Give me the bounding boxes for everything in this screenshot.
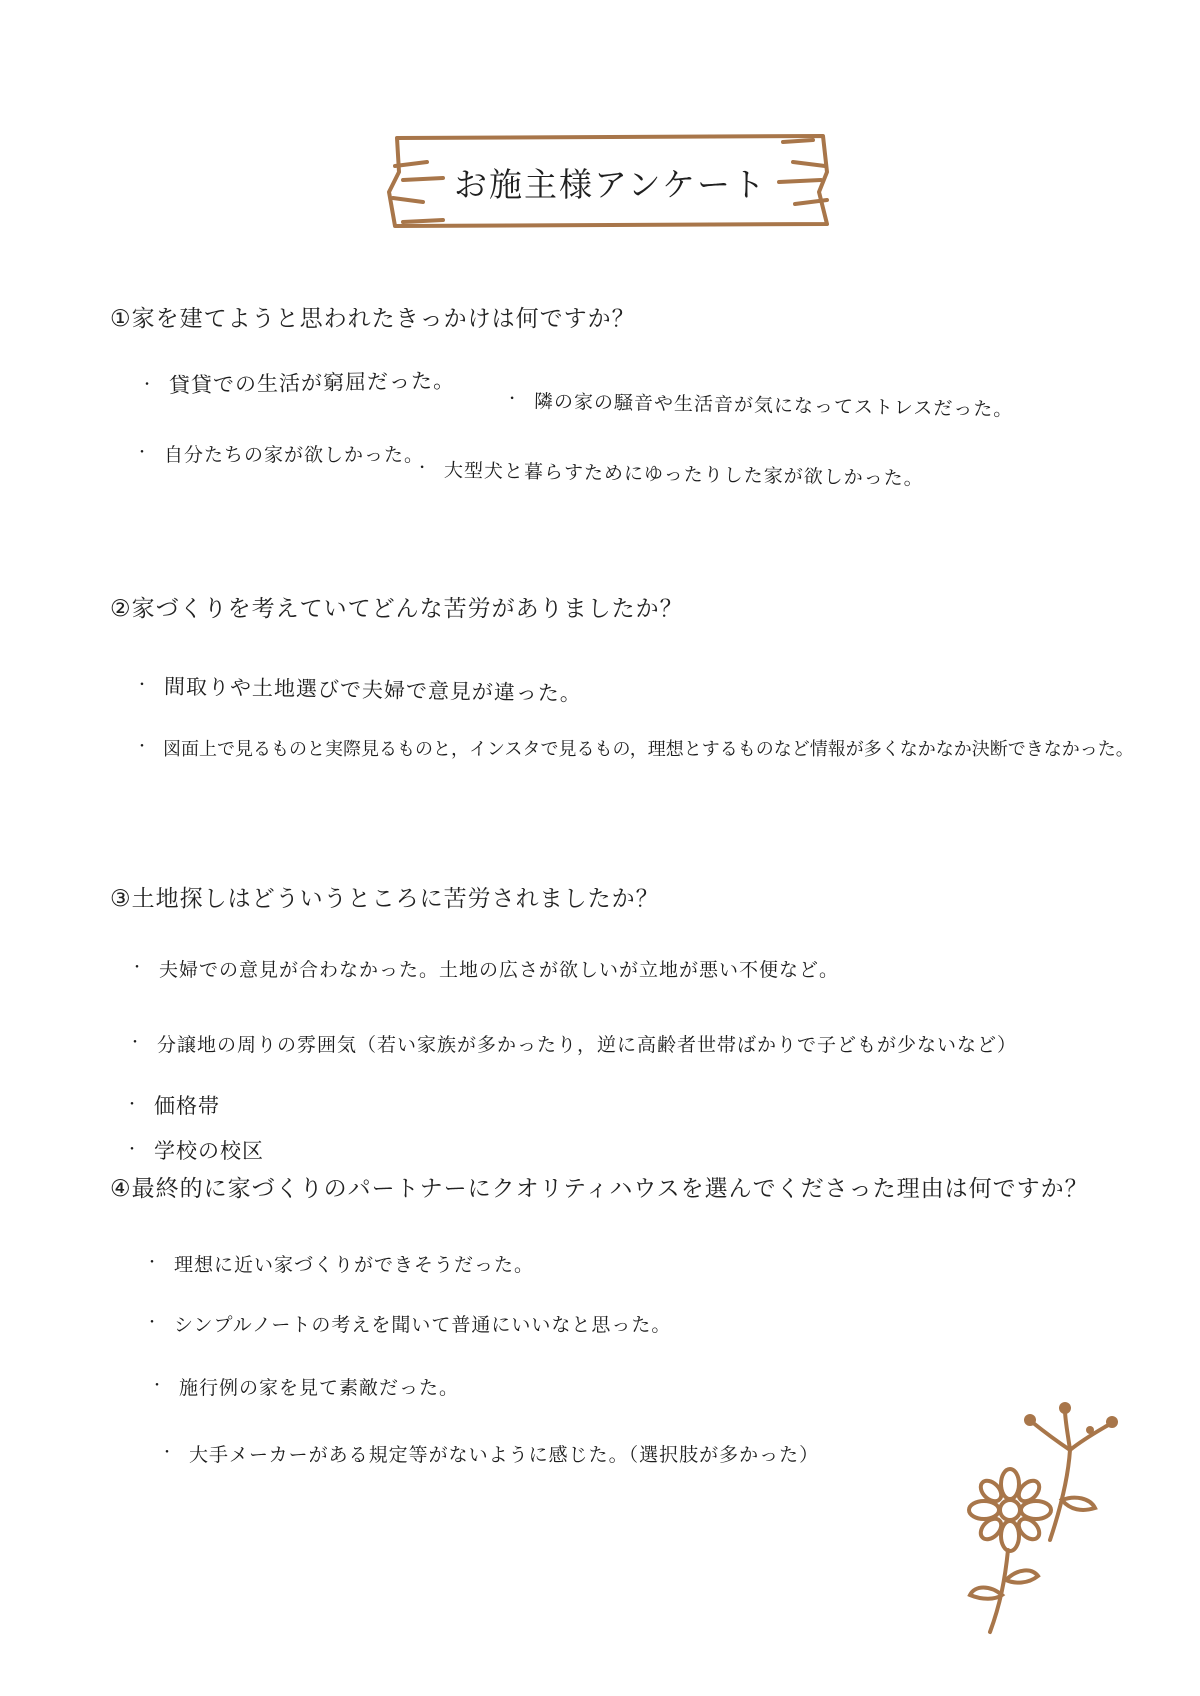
question-3: ③土地探しはどういうところに苦労されましたか？ bbox=[110, 886, 660, 912]
answer-text: 理想に近い家づくりができそうだった。 bbox=[174, 1254, 535, 1276]
answer-2-2: ・ 図面上で見るものと実際見るものと，インスタで見るもの，理想とするものなど情報が多くなかなか決断できなかった。 bbox=[135, 739, 1134, 760]
answer-1-3: ・ 自分たちの家が欲しかった。 bbox=[135, 444, 425, 466]
answer-text: 夫婦での意見が合わなかった。土地の広さが欲しいが立地が悪い不便など。 bbox=[159, 959, 840, 981]
answer-2-1: ・ 間取りや土地選びで夫婦で意見が違った。 bbox=[134, 674, 583, 706]
flower-stamp-icon bbox=[950, 1400, 1140, 1644]
title-banner bbox=[383, 132, 838, 232]
answer-3-4: ・ 学校の校区 bbox=[125, 1139, 264, 1163]
answer-text: 図面上で見るものと実際見るものと，インスタで見るもの，理想とするものなど情報が多くなかなか決断できなかった。 bbox=[163, 739, 1134, 760]
answer-text: 施行例の家を見て素敵だった。 bbox=[179, 1377, 460, 1399]
answer-text: 隣の家の騒音や生活音が気になってストレスだった。 bbox=[533, 390, 1014, 421]
page-title: お施主様アンケート bbox=[453, 164, 768, 204]
question-4: ④最終的に家づくりのパートナーにクオリティハウスを選んでくださった理由は何ですか？ bbox=[110, 1176, 1089, 1202]
answer-3-3: ・ 価格帯 bbox=[125, 1094, 220, 1118]
answer-4-4: ・ 大手メーカーがある規定等がないように感じた。（選択肢が多かった） bbox=[160, 1444, 820, 1466]
answer-3-1: ・ 夫婦での意見が合わなかった。土地の広さが欲しいが立地が悪い不便など。 bbox=[130, 959, 840, 981]
answer-text: 大型犬と暮らすためにゆったりした家が欲しかった。 bbox=[443, 459, 924, 490]
answer-3-2: ・ 分譲地の周りの雰囲気（若い家族が多かったり，逆に高齢者世帯ばかりで子どもが少ないなど） bbox=[128, 1034, 1018, 1056]
answer-1-1: ・ 貸貸での生活が窮屈だった。 bbox=[139, 368, 456, 398]
answer-text: 学校の校区 bbox=[154, 1139, 264, 1163]
question-1: ①家を建てようと思われたきっかけは何ですか？ bbox=[110, 306, 636, 332]
question-2: ②家づくりを考えていてどんな苦労がありましたか？ bbox=[110, 596, 684, 622]
answer-4-3: ・ 施行例の家を見て素敵だった。 bbox=[150, 1377, 460, 1399]
answer-text: 貸貸での生活が窮屈だった。 bbox=[168, 368, 456, 398]
answer-4-1: ・ 理想に近い家づくりができそうだった。 bbox=[145, 1254, 535, 1276]
answer-4-2: ・ シンプルノートの考えを聞いて普通にいいなと思った。 bbox=[145, 1314, 672, 1336]
answer-text: 自分たちの家が欲しかった。 bbox=[164, 444, 425, 466]
answer-text: 大手メーカーがある規定等がないように感じた。（選択肢が多かった） bbox=[189, 1444, 820, 1466]
answer-1-4: ・ 大型犬と暮らすためにゆったりした家が欲しかった。 bbox=[414, 459, 924, 490]
answer-text: 間取りや土地選びで夫婦で意見が違った。 bbox=[163, 674, 583, 706]
answer-1-2: ・ 隣の家の騒音や生活音が気になってストレスだった。 bbox=[504, 390, 1014, 421]
answer-text: シンプルノートの考えを聞いて普通にいいなと思った。 bbox=[174, 1314, 672, 1336]
answer-text: 分譲地の周りの雰囲気（若い家族が多かったり，逆に高齢者世帯ばかりで子どもが少ないなど） bbox=[157, 1034, 1018, 1056]
answer-text: 価格帯 bbox=[154, 1094, 220, 1118]
